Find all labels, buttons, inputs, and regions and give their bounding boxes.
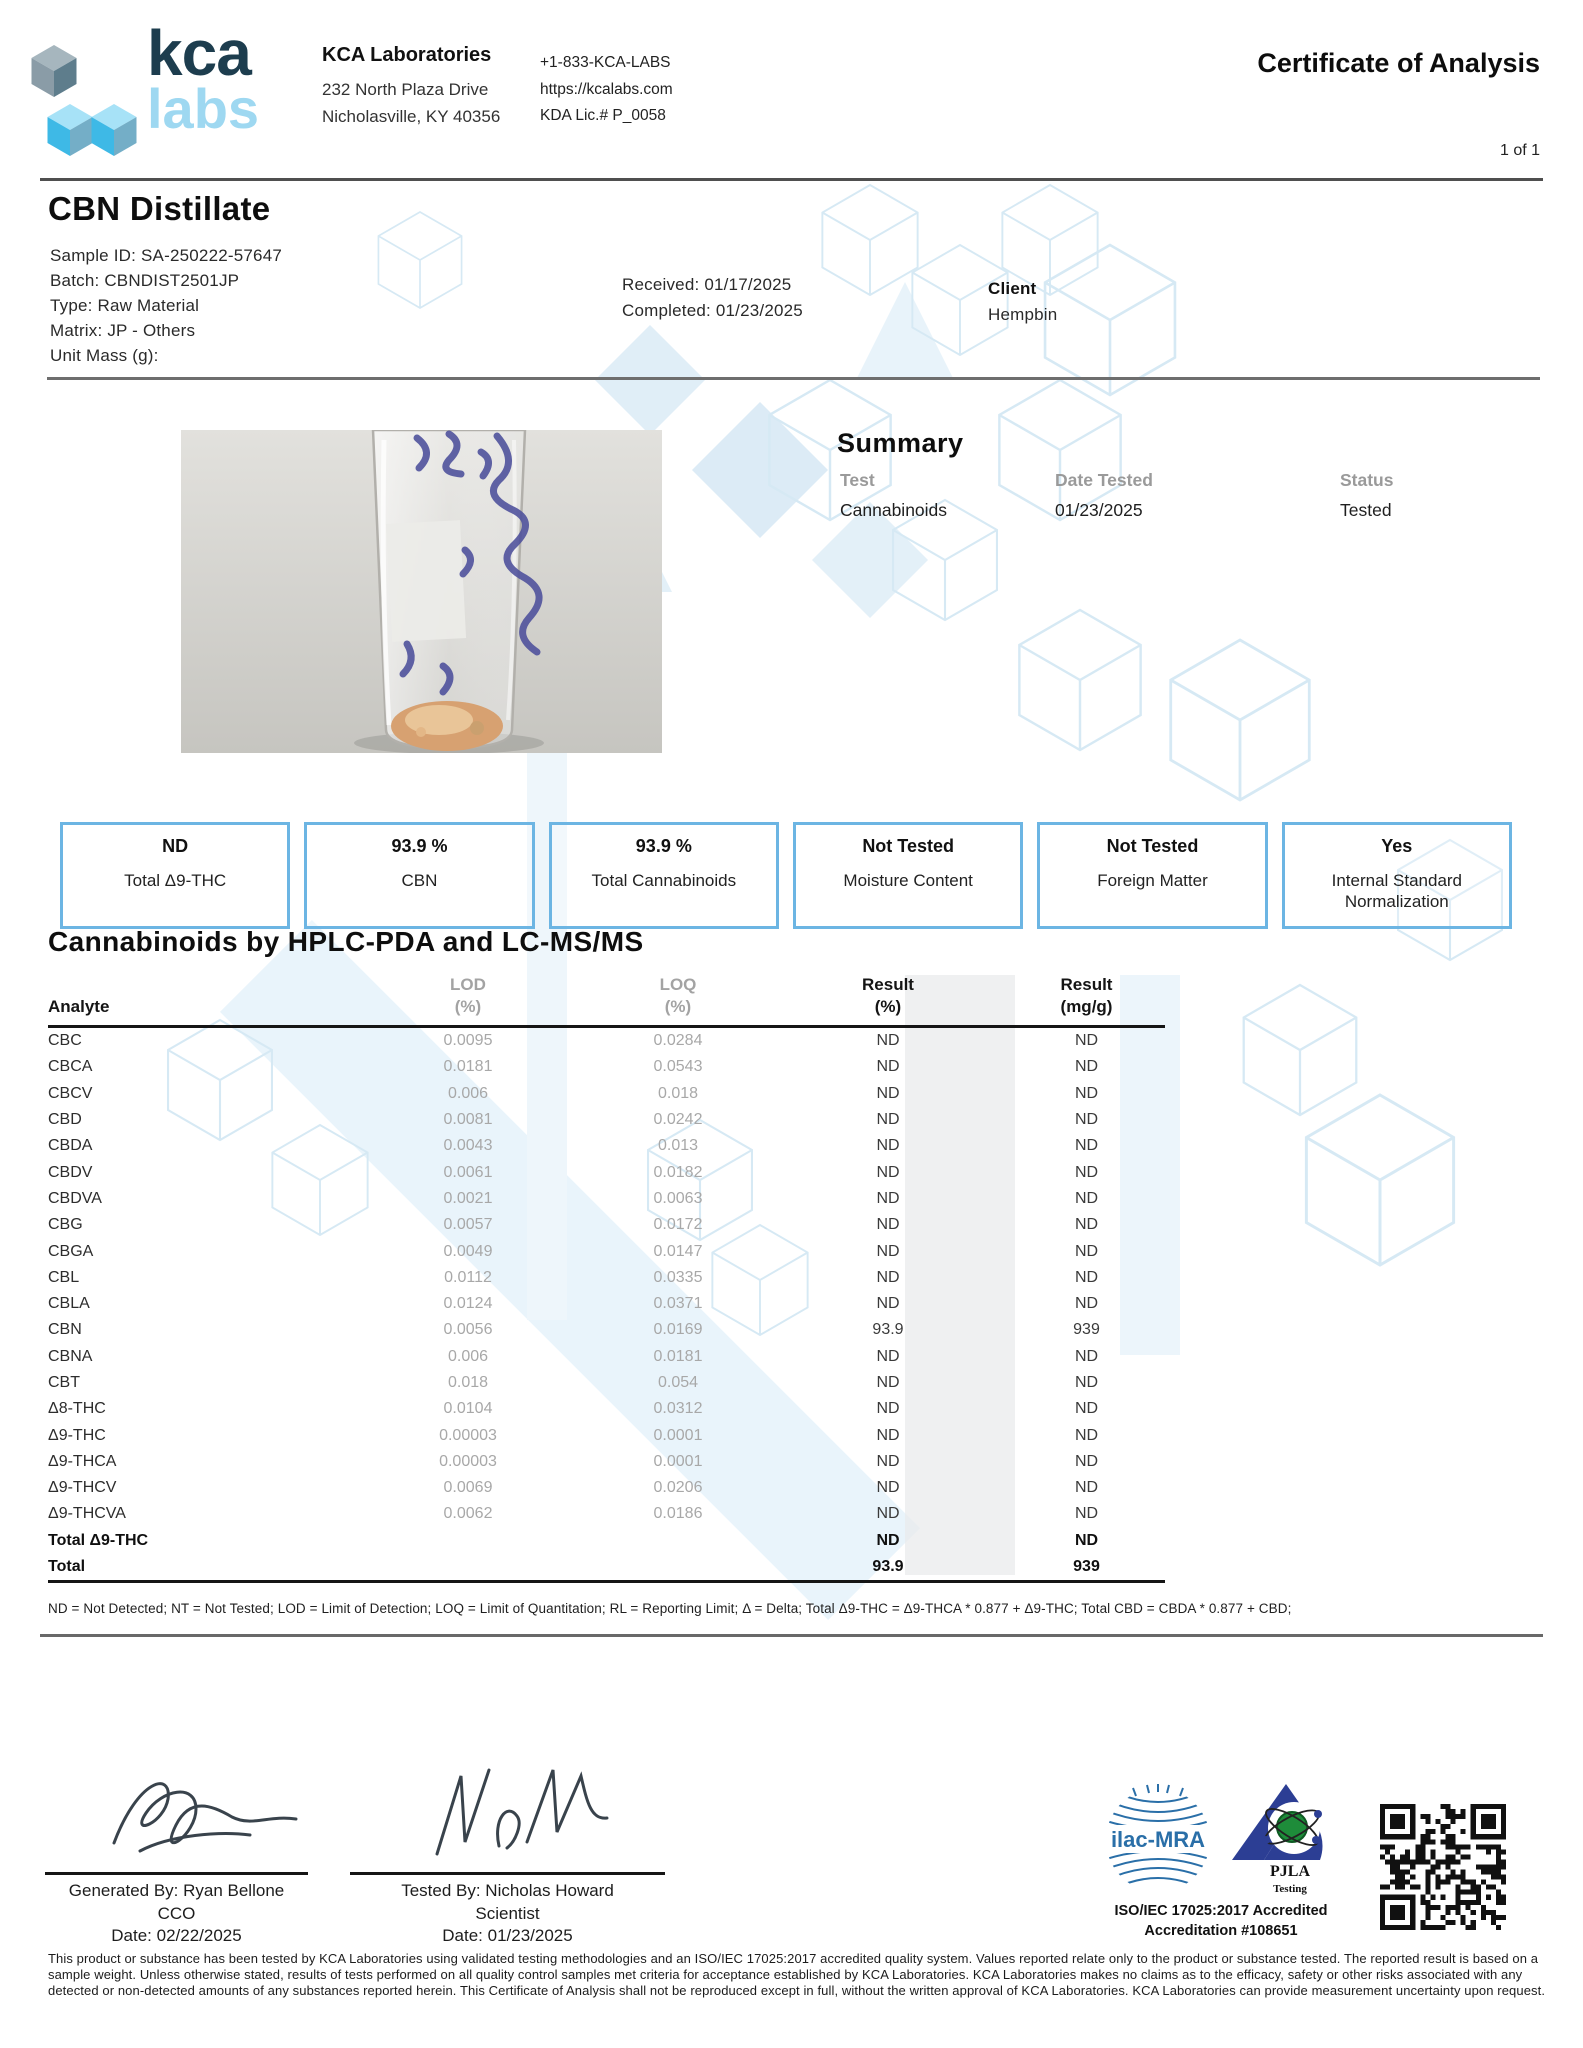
lod-cell: 0.0069	[443, 1479, 493, 1497]
analyte-cell: Total	[48, 1558, 86, 1576]
sample-matrix: Matrix: JP - Others	[50, 321, 196, 340]
signature-line	[350, 1872, 665, 1875]
pjla-logo-icon	[1226, 1782, 1338, 1898]
result-box-value: ND	[162, 836, 189, 856]
result-pct-cell: ND	[876, 1374, 900, 1391]
analyte-cell: CBC	[48, 1032, 82, 1050]
lab-contact	[540, 50, 673, 130]
result-mg-cell: ND	[1074, 1531, 1099, 1549]
result-mg-cell: ND	[1074, 1374, 1099, 1391]
table-row	[48, 1528, 1165, 1554]
analyte-cell: CBGA	[48, 1242, 94, 1260]
pjla-sub-text: Testing	[1273, 1883, 1307, 1895]
result-pct-cell: ND	[876, 1347, 900, 1365]
tested-by-role: Scientist	[475, 1903, 540, 1923]
client-block	[988, 276, 1057, 328]
analyte-cell: Δ9-THC	[48, 1426, 106, 1444]
loq-cell: 0.0001	[653, 1452, 703, 1470]
analyte-cell: CBDVA	[48, 1189, 102, 1207]
document-title: Certificate of Analysis	[1257, 48, 1540, 78]
summary-test-value: Cannabinoids	[840, 500, 948, 520]
table-footnote: ND = Not Detected; NT = Not Tested; LOD = Limit of Detection; LOQ = Limit of Quantitation; RL = Reporting Limit; Δ = Delta; Total Δ9-THC = Δ9-THCA * 0.877 + Δ9-THC; Total CBD = CBDA * 0.877 + CBD;	[48, 1601, 1292, 1616]
result-mg-cell: ND	[1074, 1216, 1099, 1234]
table-row	[48, 1554, 1165, 1580]
table-row	[48, 1238, 1165, 1264]
result-pct-cell: ND	[876, 1216, 900, 1234]
table-row	[48, 1475, 1165, 1501]
result-pct-cell: ND	[876, 1242, 900, 1260]
lod-cell: 0.006	[447, 1084, 489, 1102]
analyte-cell: CBD	[48, 1111, 82, 1129]
loq-cell: 0.0063	[653, 1189, 703, 1207]
result-box-label: Total Δ9-THC	[124, 871, 227, 890]
lod-cell: 0.0081	[443, 1111, 493, 1129]
loq-cell: 0.0001	[653, 1426, 703, 1444]
result-mg-cell: 939	[1073, 1558, 1100, 1576]
ilac-mra-logo-icon	[1103, 1784, 1213, 1896]
loq-cell: 0.018	[657, 1084, 699, 1102]
result-mg-cell: 939	[1073, 1321, 1100, 1339]
result-box-value: 93.9 %	[635, 836, 692, 856]
loq-cell: 0.0312	[653, 1400, 703, 1418]
analyte-cell: Δ9-THCV	[48, 1479, 117, 1497]
sample-type: Type: Raw Material	[50, 296, 200, 315]
loq-cell: 0.0371	[653, 1295, 703, 1313]
sample-details	[50, 243, 282, 368]
table-row	[48, 1159, 1165, 1185]
generated-by-date: Date: 02/22/2025	[111, 1926, 242, 1945]
client-label: Client	[988, 279, 1037, 298]
result-pct-cell: ND	[876, 1426, 900, 1444]
result-pct-cell: ND	[876, 1295, 900, 1313]
result-mg-cell: ND	[1074, 1058, 1099, 1076]
summary-title: Summary	[837, 428, 964, 458]
tested-by-block	[350, 1880, 665, 1948]
lab-address-line1: 232 North Plaza Drive	[322, 80, 489, 99]
analyte-cell: CBL	[48, 1268, 80, 1286]
result-box-total-cannabinoids	[549, 822, 779, 929]
tested-by-date: Date: 01/23/2025	[442, 1926, 573, 1945]
summary-col-date	[1055, 470, 1153, 521]
table-row	[48, 1317, 1165, 1343]
result-pct-cell: ND	[876, 1268, 900, 1286]
table-row	[48, 1370, 1165, 1396]
header-divider	[40, 178, 1543, 181]
summary-date-value: 01/23/2025	[1055, 500, 1143, 520]
result-pct-cell: ND	[876, 1189, 900, 1207]
result-pct-cell: ND	[876, 1531, 900, 1549]
analyte-cell: Δ8-THC	[48, 1400, 106, 1418]
tested-by-signature	[415, 1758, 615, 1868]
analyte-cell: Total Δ9-THC	[48, 1531, 149, 1549]
result-box-label: Internal Standard Normalization	[1331, 871, 1463, 911]
analyte-cell: CBN	[48, 1321, 82, 1339]
loq-cell: 0.0242	[653, 1111, 703, 1129]
result-mg-cell: ND	[1074, 1505, 1099, 1523]
result-pct-cell: ND	[876, 1032, 900, 1050]
client-name: Hempbin	[988, 305, 1058, 324]
pjla-text: PJLA	[1270, 1863, 1310, 1880]
lab-phone: +1-833-KCA-LABS	[540, 54, 671, 71]
lod-cell: 0.006	[447, 1347, 489, 1365]
lod-cell: 0.018	[447, 1374, 489, 1391]
result-box-cbn	[304, 822, 534, 929]
analyte-cell: Δ9-THCA	[48, 1452, 117, 1470]
logo-text-labs: labs	[147, 76, 260, 140]
lod-cell: 0.0057	[443, 1216, 493, 1234]
lab-website: https://kcalabs.com	[540, 80, 673, 98]
header-result-mg: Result (mg/g)	[1060, 975, 1113, 1016]
received-date: Received: 01/17/2025	[622, 275, 792, 294]
result-box-internal-standard	[1282, 822, 1512, 929]
qr-code	[1380, 1804, 1506, 1930]
lod-cell: 0.0124	[443, 1295, 493, 1313]
accreditation-standard: ISO/IEC 17025:2017 Accredited	[1114, 1903, 1328, 1919]
summary-status-label: Status	[1340, 470, 1394, 490]
completed-date: Completed: 01/23/2025	[622, 301, 803, 320]
result-pct-cell: ND	[876, 1479, 900, 1497]
header-result-pct: Result (%)	[862, 975, 914, 1016]
table-row	[48, 1344, 1165, 1370]
result-mg-cell: ND	[1074, 1084, 1099, 1102]
result-pct-cell: ND	[876, 1111, 900, 1129]
result-boxes	[60, 822, 1512, 929]
cannabinoid-table	[48, 974, 1165, 1583]
ilac-mra-text: ilac-MRA	[1110, 1827, 1206, 1852]
analyte-cell: CBDA	[48, 1137, 93, 1155]
sample-name: CBN Distillate	[48, 190, 271, 227]
lod-cell: 0.0062	[443, 1505, 493, 1523]
result-pct-cell: ND	[876, 1163, 900, 1181]
summary-col-status	[1340, 470, 1393, 521]
lod-cell: 0.0021	[443, 1189, 493, 1207]
result-mg-cell: ND	[1074, 1268, 1099, 1286]
result-pct-cell: ND	[876, 1058, 900, 1076]
header-analyte: Analyte	[48, 997, 110, 1016]
result-mg-cell: ND	[1074, 1137, 1099, 1155]
lab-info	[322, 44, 500, 130]
loq-cell: 0.0284	[653, 1032, 703, 1050]
table-row	[48, 1212, 1165, 1238]
table-title: Cannabinoids by HPLC-PDA and LC-MS/MS	[48, 926, 644, 957]
table-row	[48, 1449, 1165, 1475]
result-mg-cell: ND	[1074, 1452, 1099, 1470]
result-mg-cell: ND	[1074, 1032, 1099, 1050]
header-loq: LOQ (%)	[659, 975, 697, 1016]
generated-by-role: CCO	[157, 1903, 196, 1923]
generated-by-block	[45, 1880, 308, 1948]
result-pct-cell: ND	[876, 1137, 900, 1155]
lod-cell: 0.0181	[443, 1058, 493, 1076]
generated-by-signature	[100, 1765, 310, 1865]
result-pct-cell: ND	[876, 1452, 900, 1470]
summary-test-label: Test	[840, 470, 875, 490]
analyte-cell: CBDV	[48, 1163, 93, 1181]
disclaimer-text: This product or substance has been tested by KCA Laboratories using validated testing methodologies and an ISO/IEC 17025:2017 accredited quality system. Values reported relate only to the product or substance tested. The reported result is based on a sample weight. Unless otherwise stated, results of tests performed on all quality control samples met criteria for acceptance established by KCA Laboratories. KCA Laboratories makes no claims as to the efficacy, safety or other risks associated with any detected or non-detected amounts of any substances reported herein. This Certificate of Analysis shall not be reproduced except in full, without the written approval of KCA Laboratories. KCA Laboratories can provide measurement uncertainty upon request.	[48, 1951, 1546, 1998]
lod-cell: 0.00003	[439, 1452, 497, 1470]
loq-cell: 0.0147	[653, 1242, 703, 1260]
result-box-value: Not Tested	[862, 836, 954, 856]
result-pct-cell: ND	[876, 1400, 900, 1418]
result-box-label: Moisture Content	[843, 871, 973, 890]
result-box-label: Total Cannabinoids	[591, 871, 737, 890]
result-mg-cell: ND	[1074, 1189, 1099, 1207]
sample-id: Sample ID: SA-250222-57647	[50, 246, 283, 265]
result-pct-cell: 93.9	[872, 1558, 904, 1576]
footer-divider	[40, 1634, 1543, 1637]
sample-batch: Batch: CBNDIST2501JP	[50, 271, 240, 290]
analyte-cell: CBCV	[48, 1084, 93, 1102]
accreditation-text	[1090, 1901, 1352, 1941]
result-box-value: 93.9 %	[391, 836, 448, 856]
loq-cell: 0.0206	[653, 1479, 703, 1497]
table-header	[48, 974, 1165, 1028]
lod-cell: 0.0095	[443, 1032, 493, 1050]
table-row	[48, 1107, 1165, 1133]
result-box-foreign-matter	[1037, 822, 1267, 929]
table-row	[48, 1396, 1165, 1422]
lod-cell: 0.00003	[439, 1426, 497, 1444]
result-mg-cell: ND	[1074, 1426, 1099, 1444]
analyte-cell: CBG	[48, 1216, 83, 1234]
cannabinoid-table-body	[48, 1028, 1165, 1583]
lab-address-line2: Nicholasville, KY 40356	[322, 107, 501, 126]
result-box-value: Yes	[1381, 836, 1413, 856]
section-divider	[47, 377, 1540, 380]
lod-cell: 0.0049	[443, 1242, 493, 1260]
accreditation-number: Accreditation #108651	[1144, 1923, 1298, 1939]
analyte-cell: CBNA	[48, 1347, 93, 1365]
summary-col-test	[840, 470, 947, 521]
kca-labs-logo	[147, 17, 260, 140]
loq-cell: 0.0335	[653, 1268, 703, 1286]
generated-by-name: Generated By: Ryan Bellone	[68, 1881, 285, 1900]
result-box-label: Foreign Matter	[1097, 871, 1208, 890]
loq-cell: 0.013	[657, 1137, 699, 1155]
result-pct-cell: ND	[876, 1505, 900, 1523]
result-mg-cell: ND	[1074, 1163, 1099, 1181]
lod-cell: 0.0112	[444, 1268, 492, 1286]
result-mg-cell: ND	[1074, 1295, 1099, 1313]
loq-cell: 0.0172	[653, 1216, 703, 1234]
loq-cell: 0.0182	[653, 1163, 703, 1181]
tested-by-name: Tested By: Nicholas Howard	[401, 1881, 614, 1900]
signature-line	[45, 1872, 308, 1875]
loq-cell: 0.0181	[653, 1347, 703, 1365]
sample-unit-mass: Unit Mass (g):	[50, 346, 159, 365]
sample-photo	[181, 430, 662, 753]
table-row	[48, 1028, 1165, 1054]
result-box-total-d9-thc	[60, 822, 290, 929]
result-mg-cell: ND	[1074, 1400, 1099, 1418]
table-row	[48, 1501, 1165, 1527]
summary-date-label: Date Tested	[1055, 470, 1153, 490]
lod-cell: 0.0061	[443, 1163, 493, 1181]
result-mg-cell: ND	[1074, 1479, 1099, 1497]
table-row	[48, 1291, 1165, 1317]
lab-license: KDA Lic.# P_0058	[540, 107, 666, 124]
table-row	[48, 1265, 1165, 1291]
result-mg-cell: ND	[1074, 1111, 1099, 1129]
table-row	[48, 1133, 1165, 1159]
result-pct-cell: 93.9	[872, 1321, 904, 1339]
table-row	[48, 1054, 1165, 1080]
lab-name: KCA Laboratories	[322, 44, 492, 66]
analyte-cell: CBLA	[48, 1295, 90, 1313]
loq-cell: 0.054	[657, 1374, 699, 1391]
table-row	[48, 1422, 1165, 1448]
result-pct-cell: ND	[876, 1084, 900, 1102]
analyte-cell: Δ9-THCVA	[48, 1505, 126, 1523]
loq-cell: 0.0186	[653, 1505, 703, 1523]
analyte-cell: CBT	[48, 1374, 80, 1391]
result-box-value: Not Tested	[1106, 836, 1199, 856]
result-mg-cell: ND	[1074, 1242, 1099, 1260]
loq-cell: 0.0169	[653, 1321, 703, 1339]
table-row	[48, 1081, 1165, 1107]
lod-cell: 0.0043	[443, 1137, 493, 1155]
logo-text-kca: kca	[147, 17, 251, 89]
table-row	[48, 1186, 1165, 1212]
summary-status-value: Tested	[1340, 500, 1392, 520]
dates-block	[622, 272, 803, 324]
result-box-label: CBN	[401, 871, 438, 890]
page-number: 1 of 1	[1499, 142, 1540, 159]
result-mg-cell: ND	[1074, 1347, 1099, 1365]
loq-cell: 0.0543	[653, 1058, 703, 1076]
kca-logo-cubes-icon	[25, 33, 140, 167]
result-box-moisture	[793, 822, 1023, 929]
header-lod: LOD (%)	[450, 975, 486, 1016]
analyte-cell: CBCA	[48, 1058, 93, 1076]
lod-cell: 0.0056	[443, 1321, 493, 1339]
lod-cell: 0.0104	[443, 1400, 493, 1418]
